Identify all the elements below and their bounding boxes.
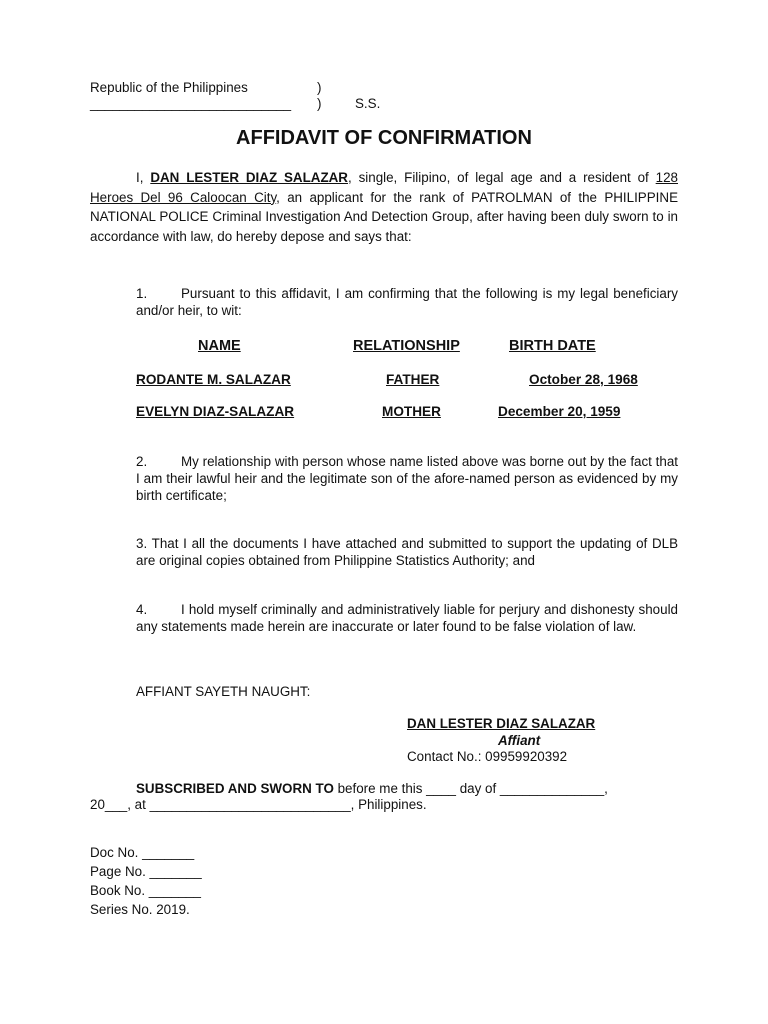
jurat-line-2: 20___, at ___________________________, Philippines. (90, 797, 427, 812)
table-header-birth-date: BIRTH DATE (509, 338, 596, 354)
item-2 (136, 453, 678, 504)
item-1-number: 1. (136, 286, 148, 301)
document-title: AFFIDAVIT OF CONFIRMATION (236, 127, 532, 149)
venue-paren-1: ) (317, 80, 322, 95)
table-header-relationship: RELATIONSHIP (353, 338, 460, 354)
jurat-line-1-rest: before me this ____ day of ______________, (333, 781, 608, 796)
series-number: Series No. 2019. (90, 902, 190, 917)
affiant-sayeth-naught: AFFIANT SAYETH NAUGHT: (136, 684, 311, 699)
table-header-name: NAME (198, 338, 241, 354)
signature-role: Affiant (498, 733, 541, 748)
table-row-2-relationship: MOTHER (382, 404, 441, 419)
table-row-1-relationship: FATHER (386, 372, 440, 387)
table-row-2-birth-date: December 20, 1959 (498, 404, 621, 419)
signature-contact: Contact No.: 09959920392 (407, 749, 568, 764)
item-1-text: Pursuant to this affidavit, I am confirming that the following is my legal beneficiary and/or heir, to wit: (136, 286, 678, 318)
item-2-number: 2. (136, 454, 148, 469)
venue-republic: Republic of the Philippines (90, 80, 248, 95)
item-3: 3. That I all the documents I have attached and submitted to support the updating of DLB are original copies obtained from Philippine Statistics Authority; and (136, 536, 678, 568)
table-row-1-birth-date: October 28, 1968 (529, 372, 638, 387)
jurat-line-1 (136, 781, 608, 796)
item-4 (136, 601, 678, 635)
signature-name: DAN LESTER DIAZ SALAZAR (407, 716, 596, 731)
doc-number: Doc No. _______ (90, 845, 195, 860)
affiant-name-inline: DAN LESTER DIAZ SALAZAR (150, 170, 348, 185)
venue-blank-line: ___________________________ (90, 96, 292, 111)
intro-pre: I, (136, 170, 151, 185)
item-4-text: I hold myself criminally and administratively liable for perjury and dishonesty should any statements made herein are inaccurate or later found to be false violation of law. (136, 602, 678, 634)
page-number: Page No. _______ (90, 864, 202, 879)
item-1 (136, 285, 678, 319)
book-number: Book No. _______ (90, 883, 201, 898)
item-2-text: My relationship with person whose name listed above was borne out by the fact that I am their lawful heir and the legitimate son of the afore-named person as evidenced by my birth certificate; (136, 454, 678, 503)
venue-paren-2: ) (317, 96, 322, 111)
intro-post: , an applicant for the rank of PATROLMAN of the PHILIPPINE NATIONAL POLICE Criminal Investigation And Detection Group, after having been duly sworn to in accordance with law, do hereby depose and says that: (90, 189, 678, 244)
venue-ss: S.S. (355, 96, 381, 111)
item-4-number: 4. (136, 602, 148, 617)
intro-mid: , single, Filipino, of legal age and a resident of (347, 170, 656, 185)
jurat-bold: SUBSCRIBED AND SWORN TO (136, 781, 334, 796)
affiant-address: 128 Heroes Del 96 Caloocan City (90, 170, 678, 205)
intro-paragraph (90, 168, 678, 246)
table-row-1-name: RODANTE M. SALAZAR (136, 372, 291, 387)
table-row-2-name: EVELYN DIAZ-SALAZAR (136, 404, 295, 419)
